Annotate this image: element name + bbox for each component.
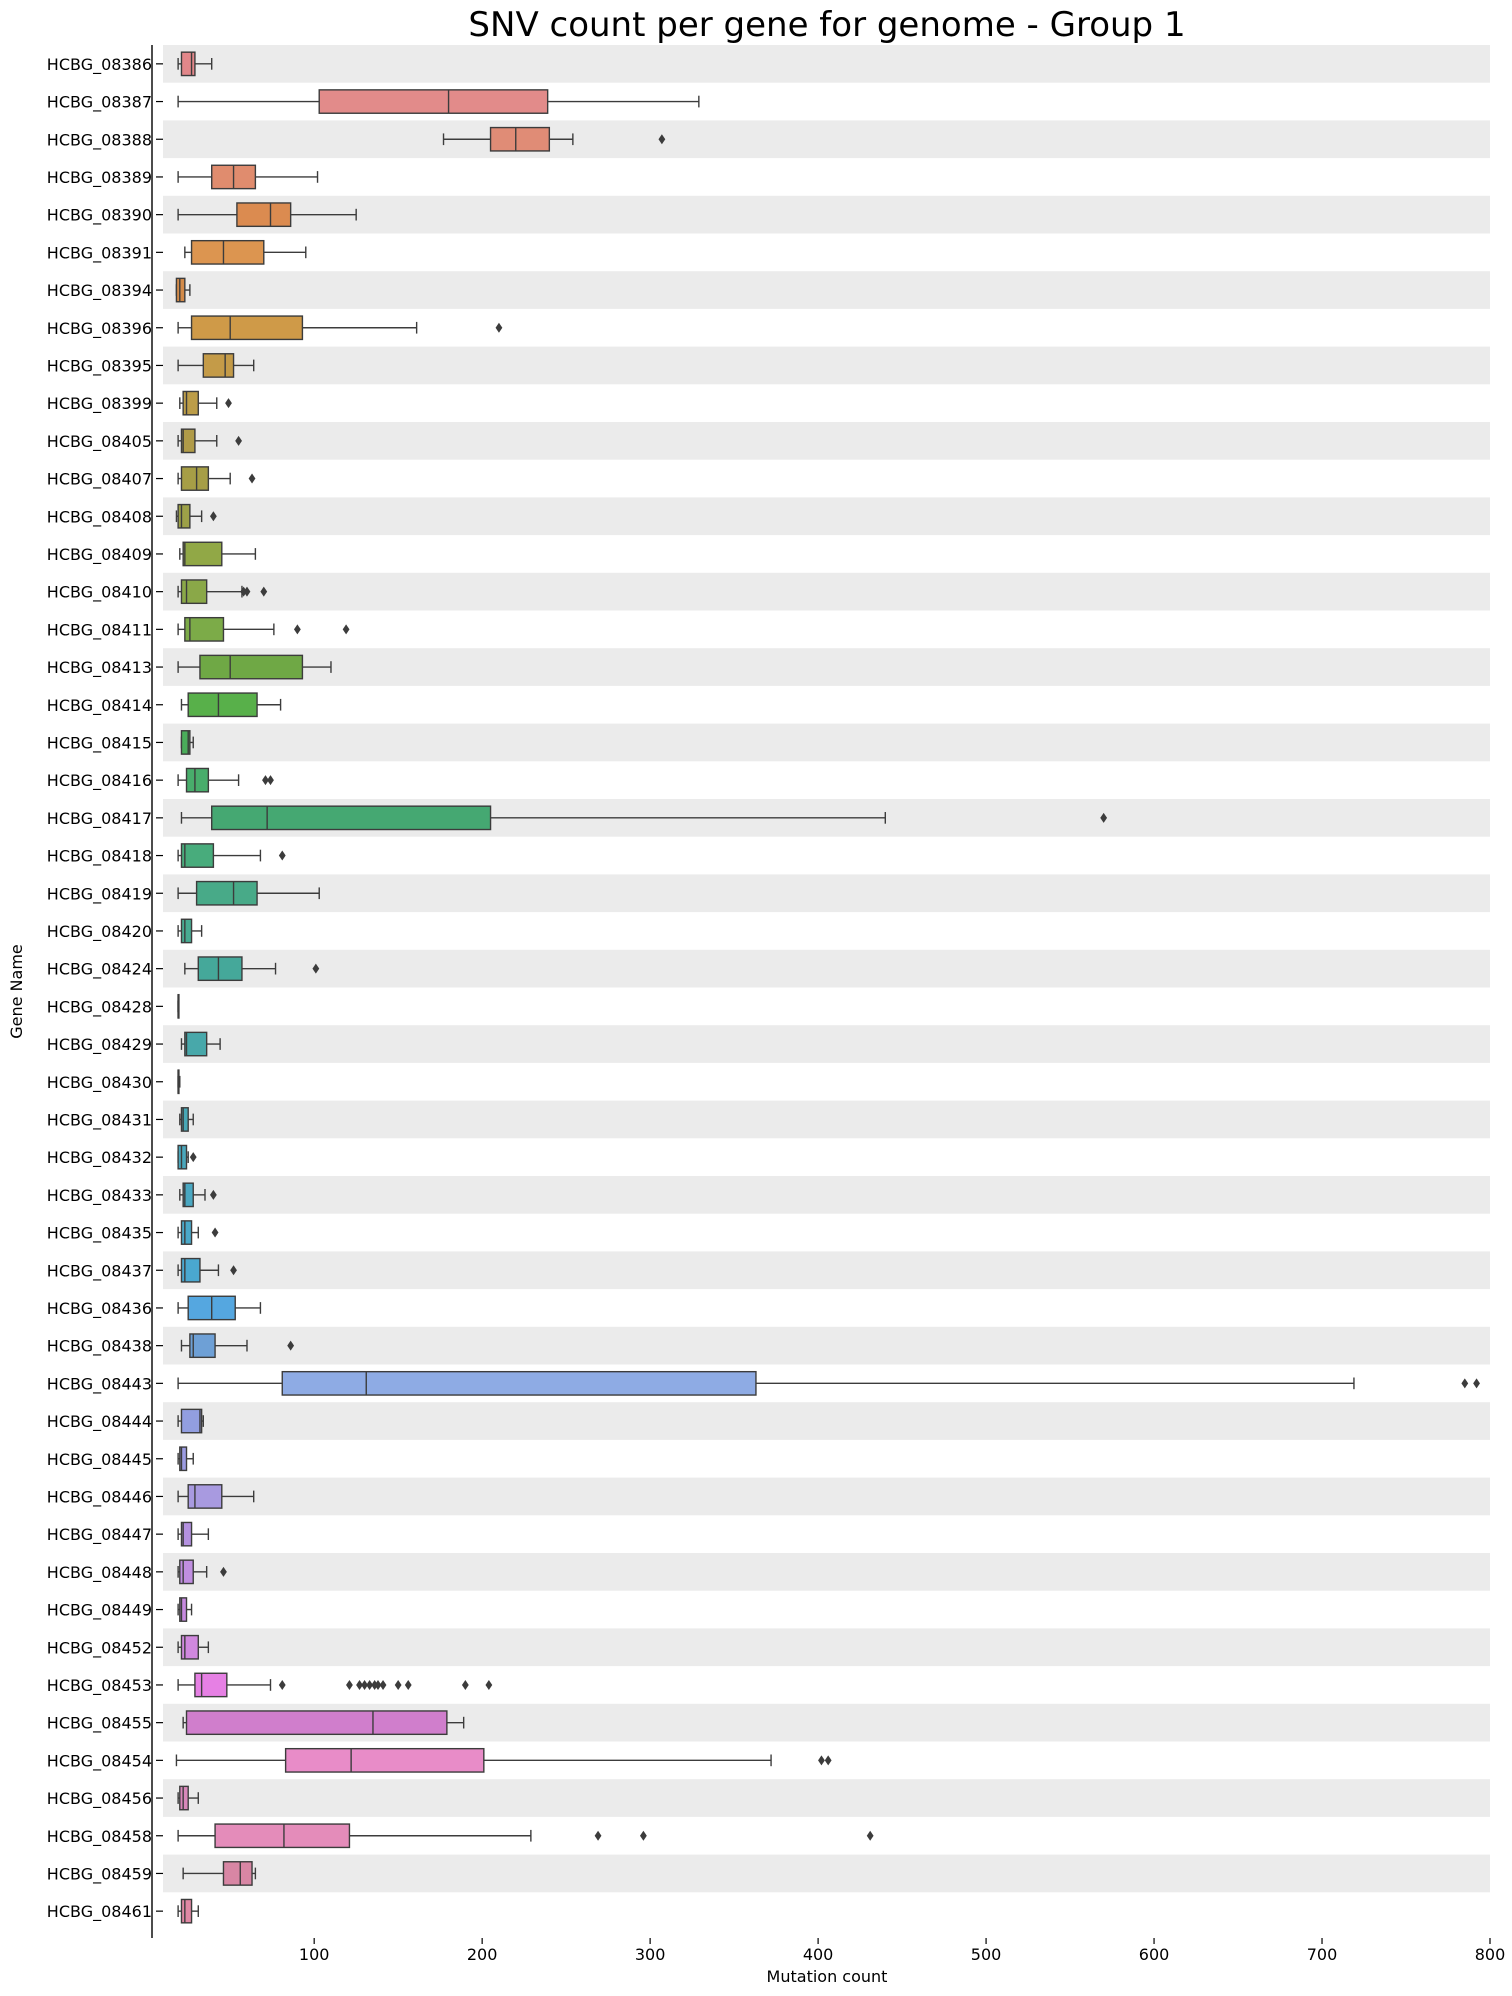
- row-band: [163, 1251, 1490, 1289]
- box-hcbg-08443: [178, 1372, 1480, 1395]
- iqr-box: [187, 768, 209, 791]
- iqr-box: [212, 806, 491, 829]
- outlier-point: [867, 1831, 874, 1841]
- x-tick-label: 600: [1138, 1945, 1170, 1964]
- outlier-point: [346, 1680, 353, 1690]
- iqr-box: [197, 882, 257, 905]
- iqr-box: [203, 354, 233, 377]
- iqr-box: [286, 1749, 484, 1772]
- y-tick-label: HCBG_08443: [46, 1374, 152, 1394]
- y-tick-label: HCBG_08391: [46, 243, 152, 263]
- box-hcbg-08391: [185, 241, 306, 264]
- box-hcbg-08455: [183, 1711, 464, 1734]
- row-band: [163, 422, 1490, 460]
- iqr-box: [181, 1409, 201, 1432]
- iqr-box: [181, 919, 191, 942]
- y-tick-label: HCBG_08405: [46, 431, 152, 451]
- y-tick-label: HCBG_08459: [46, 1864, 152, 1884]
- y-tick-label: HCBG_08415: [46, 733, 152, 753]
- outlier-point: [267, 775, 274, 785]
- iqr-box: [176, 278, 184, 301]
- row-band: [163, 196, 1490, 234]
- row-band: [163, 1779, 1490, 1817]
- iqr-box: [192, 241, 264, 264]
- box-hcbg-08444: [178, 1409, 203, 1432]
- iqr-box: [188, 693, 257, 716]
- row-band: [163, 1628, 1490, 1666]
- iqr-box: [198, 957, 242, 980]
- outlier-point: [212, 1228, 219, 1238]
- y-tick-label: HCBG_08445: [46, 1449, 152, 1469]
- y-tick-label: HCBG_08444: [46, 1412, 152, 1432]
- y-tick-label: HCBG_08420: [46, 921, 152, 941]
- outlier-point: [1473, 1378, 1480, 1388]
- y-tick-label: HCBG_08419: [46, 884, 152, 904]
- box-hcbg-08396: [178, 316, 502, 339]
- row-band: [163, 724, 1490, 762]
- outlier-point: [380, 1680, 387, 1690]
- outlier-point: [462, 1680, 469, 1690]
- y-axis-label: Gene Name: [7, 944, 26, 1039]
- row-band: [163, 120, 1490, 158]
- iqr-box: [178, 505, 190, 528]
- iqr-box: [282, 1372, 756, 1395]
- x-axis: [299, 1938, 1505, 1964]
- y-tick-label: HCBG_08432: [46, 1148, 152, 1168]
- box-hcbg-08416: [178, 768, 274, 791]
- box-hcbg-08407: [178, 467, 255, 490]
- x-tick-label: 400: [802, 1945, 834, 1964]
- iqr-box: [319, 90, 547, 113]
- outlier-point: [1461, 1378, 1468, 1388]
- iqr-box: [223, 1862, 252, 1885]
- y-tick-label: HCBG_08458: [46, 1826, 152, 1846]
- y-tick-label: HCBG_08461: [46, 1902, 152, 1922]
- x-axis-label: Mutation count: [766, 1967, 888, 1986]
- x-tick-label: 800: [1474, 1945, 1506, 1964]
- row-band: [163, 1101, 1490, 1139]
- y-tick-label: HCBG_08431: [46, 1110, 152, 1130]
- x-tick-label: 300: [634, 1945, 666, 1964]
- row-band: [163, 45, 1490, 83]
- iqr-box: [185, 1032, 207, 1055]
- y-tick-label: HCBG_08417: [46, 808, 152, 828]
- y-tick-label: HCBG_08389: [46, 167, 152, 187]
- row-band: [163, 1176, 1490, 1214]
- y-tick-label: HCBG_08428: [46, 997, 152, 1017]
- iqr-box: [195, 1673, 227, 1696]
- row-band: [163, 1327, 1490, 1365]
- y-tick-label: HCBG_08416: [46, 771, 152, 791]
- iqr-box: [181, 52, 194, 75]
- box-hcbg-08454: [176, 1749, 831, 1772]
- box-hcbg-08389: [178, 165, 317, 188]
- x-tick-label: 500: [970, 1945, 1002, 1964]
- iqr-box: [180, 1560, 193, 1583]
- row-band: [163, 1402, 1490, 1440]
- box-hcbg-08428: [178, 995, 179, 1018]
- box-hcbg-08414: [181, 693, 280, 716]
- outlier-point: [595, 1831, 602, 1841]
- box-hcbg-08432: [178, 1145, 197, 1168]
- y-tick-label: HCBG_08453: [46, 1675, 152, 1695]
- row-band: [163, 1855, 1490, 1893]
- box-hcbg-08447: [178, 1522, 208, 1545]
- box-hcbg-08411: [178, 618, 349, 641]
- row-band: [163, 1478, 1490, 1516]
- iqr-box: [181, 1636, 198, 1659]
- row-band: [163, 347, 1490, 385]
- row-band: [163, 271, 1490, 309]
- y-tick-label: HCBG_08446: [46, 1487, 152, 1507]
- outlier-point: [825, 1755, 832, 1765]
- y-tick-label: HCBG_08411: [46, 620, 152, 640]
- outlier-point: [818, 1755, 825, 1765]
- iqr-box: [188, 1485, 222, 1508]
- box-hcbg-08418: [178, 844, 286, 867]
- box-hcbg-08435: [178, 1221, 218, 1244]
- box-hcbg-08436: [178, 1296, 260, 1319]
- y-tick-label: HCBG_08396: [46, 318, 152, 338]
- row-bands: [163, 45, 1490, 1892]
- y-tick-label: HCBG_08413: [46, 658, 152, 678]
- iqr-box: [181, 844, 213, 867]
- iqr-box: [185, 618, 224, 641]
- iqr-box: [192, 316, 303, 339]
- y-tick-label: HCBG_08410: [46, 582, 152, 602]
- outlier-point: [190, 1152, 197, 1162]
- y-tick-label: HCBG_08390: [46, 205, 152, 225]
- y-tick-label: HCBG_08399: [46, 394, 152, 414]
- outlier-point: [225, 398, 232, 408]
- outlier-point: [405, 1680, 412, 1690]
- box-hcbg-08453: [178, 1673, 492, 1696]
- iqr-box: [181, 580, 206, 603]
- iqr-box: [215, 1824, 349, 1847]
- row-band: [163, 648, 1490, 686]
- outlier-point: [279, 851, 286, 861]
- y-tick-label: HCBG_08394: [46, 281, 152, 301]
- iqr-box: [178, 1145, 186, 1168]
- row-band: [163, 1553, 1490, 1591]
- iqr-box: [181, 467, 208, 490]
- box-hcbg-08445: [178, 1447, 193, 1470]
- x-tick-label: 200: [466, 1945, 498, 1964]
- y-axis: [47, 45, 163, 1938]
- box-hcbg-08461: [178, 1899, 198, 1922]
- row-band: [163, 1025, 1490, 1063]
- y-tick-label: HCBG_08388: [46, 130, 152, 150]
- iqr-box: [183, 391, 198, 414]
- y-tick-label: HCBG_08429: [46, 1035, 152, 1055]
- outlier-point: [395, 1680, 402, 1690]
- y-tick-label: HCBG_08407: [46, 469, 152, 489]
- iqr-box: [181, 1221, 191, 1244]
- y-tick-label: HCBG_08387: [46, 92, 152, 112]
- y-tick-label: HCBG_08424: [46, 959, 152, 979]
- y-tick-label: HCBG_08430: [46, 1072, 152, 1092]
- outlier-point: [485, 1680, 492, 1690]
- y-tick-label: HCBG_08386: [46, 54, 152, 74]
- y-tick-label: HCBG_08414: [46, 695, 152, 715]
- outlier-point: [249, 474, 256, 484]
- outlier-point: [496, 323, 503, 333]
- row-band: [163, 950, 1490, 988]
- row-band: [163, 573, 1490, 611]
- chart-title: SNV count per gene for genome - Group 1: [468, 5, 1186, 45]
- y-tick-label: HCBG_08433: [46, 1185, 152, 1205]
- iqr-box: [491, 128, 550, 151]
- outlier-point: [294, 624, 301, 634]
- y-tick-label: HCBG_08448: [46, 1562, 152, 1582]
- y-tick-label: HCBG_08449: [46, 1600, 152, 1620]
- box-hcbg-08409: [180, 542, 256, 565]
- iqr-box: [183, 542, 222, 565]
- outlier-point: [640, 1831, 647, 1841]
- box-hcbg-08387: [178, 90, 699, 113]
- x-tick-label: 100: [298, 1945, 330, 1964]
- box-hcbg-08420: [178, 919, 202, 942]
- outlier-point: [343, 624, 350, 634]
- iqr-box: [181, 1899, 191, 1922]
- y-tick-label: HCBG_08435: [46, 1223, 152, 1243]
- y-tick-label: HCBG_08409: [46, 544, 152, 564]
- x-tick-label: 700: [1306, 1945, 1338, 1964]
- outlier-point: [279, 1680, 286, 1690]
- box-hcbg-08458: [178, 1824, 873, 1847]
- box-hcbg-08430: [178, 1070, 180, 1093]
- y-tick-label: HCBG_08395: [46, 356, 152, 376]
- y-tick-label: HCBG_08418: [46, 846, 152, 866]
- y-tick-label: HCBG_08452: [46, 1638, 152, 1658]
- row-band: [163, 497, 1490, 535]
- iqr-box: [180, 1786, 188, 1809]
- y-tick-label: HCBG_08447: [46, 1525, 152, 1545]
- y-tick-label: HCBG_08454: [46, 1751, 152, 1771]
- row-band: [163, 874, 1490, 912]
- y-tick-label: HCBG_08437: [46, 1261, 152, 1281]
- y-tick-label: HCBG_08456: [46, 1789, 152, 1809]
- y-tick-label: HCBG_08408: [46, 507, 152, 527]
- y-tick-label: HCBG_08455: [46, 1713, 152, 1733]
- iqr-box: [200, 655, 302, 678]
- y-tick-label: HCBG_08438: [46, 1336, 152, 1356]
- y-tick-label: HCBG_08436: [46, 1298, 152, 1318]
- iqr-box: [237, 203, 291, 226]
- box-hcbg-08449: [178, 1598, 191, 1621]
- box-hcbg-08399: [180, 391, 232, 414]
- iqr-box: [187, 1711, 447, 1734]
